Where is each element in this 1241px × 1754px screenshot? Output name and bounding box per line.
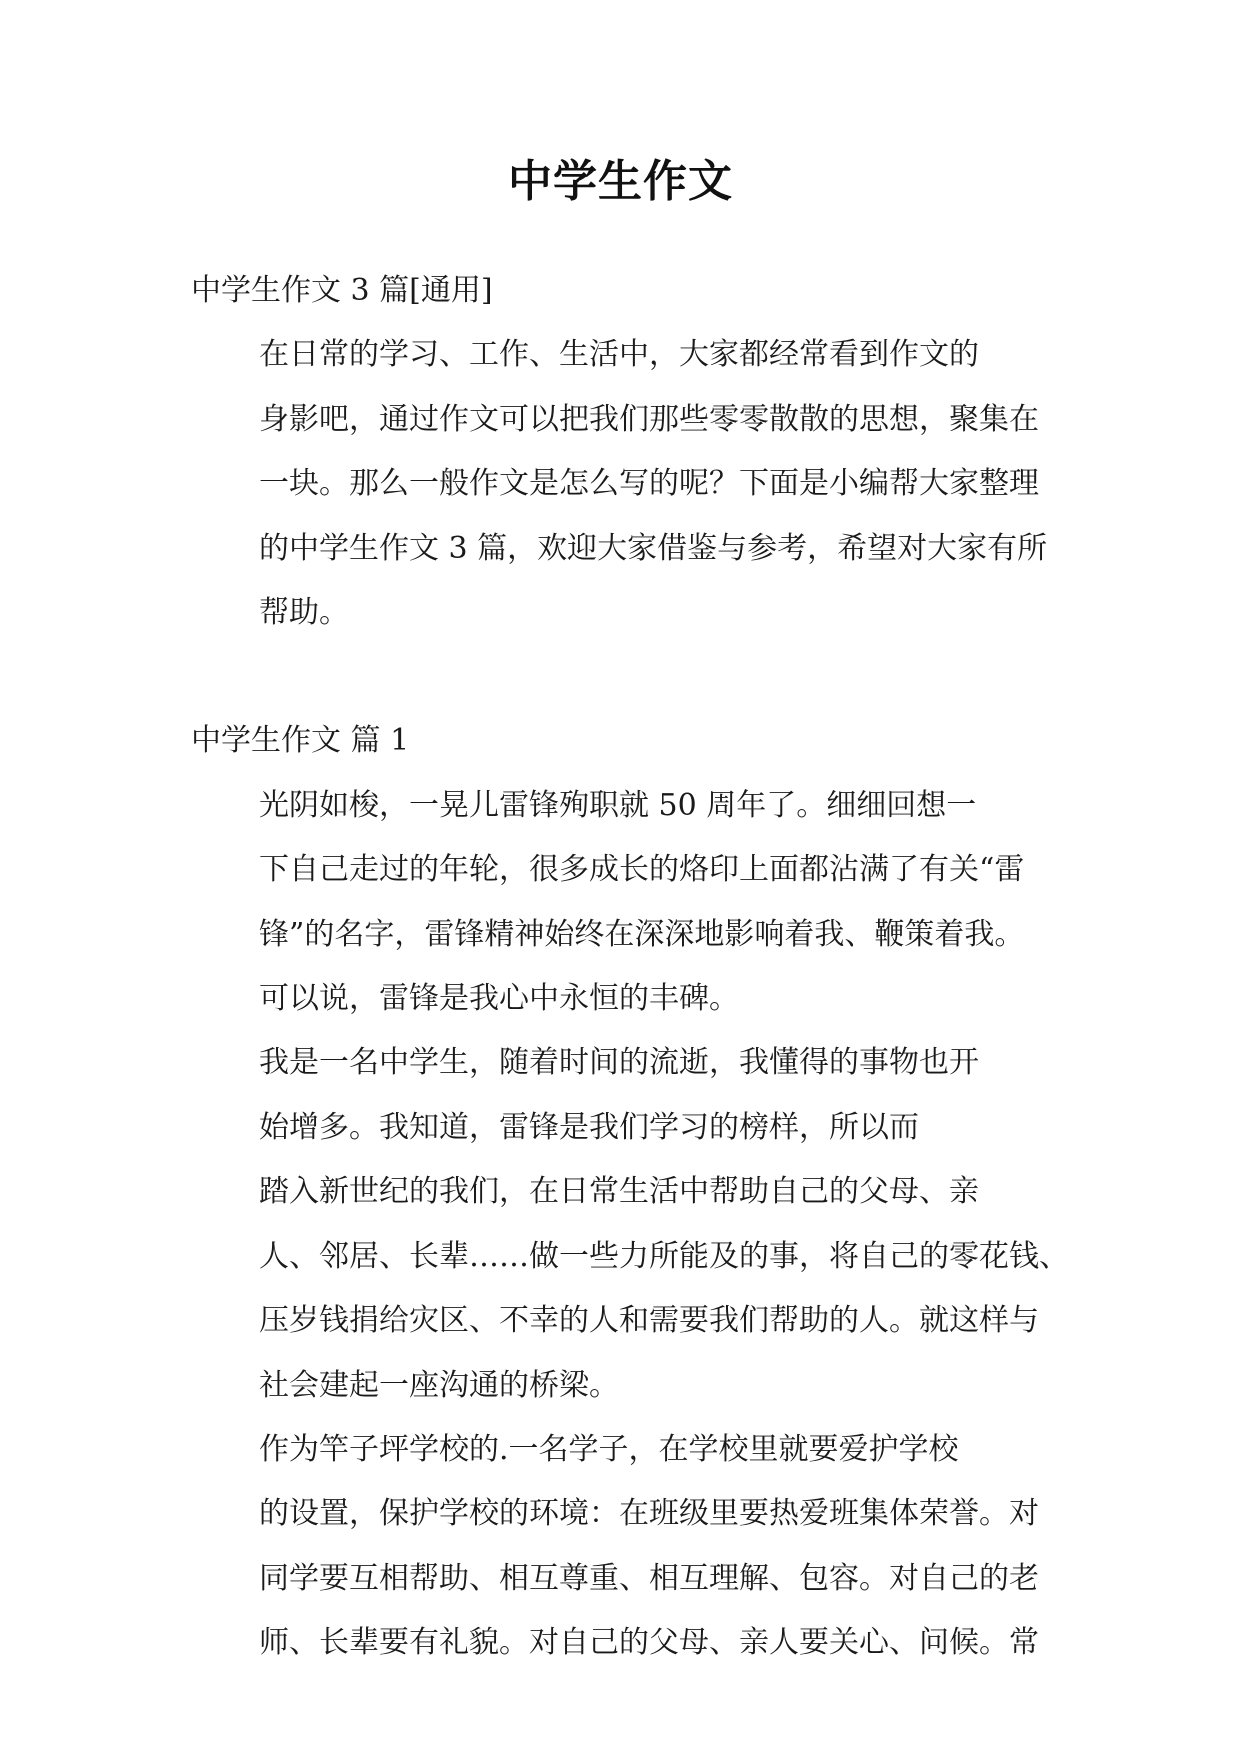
text-line: 踏入新世纪的我们，在日常生活中帮助自己的父母、亲 [259, 1174, 979, 1210]
text-line: 我是一名中学生，随着时间的流逝，我懂得的事物也开 [259, 1045, 979, 1081]
text-line: 同学要互相帮助、相互尊重、相互理解、包容。对自己的老 [259, 1560, 1039, 1596]
document-title: 中学生作文 [508, 156, 733, 207]
text-line: 作为竿子坪学校的.一名学子，在学校里就要爱护学校 [259, 1431, 959, 1467]
text-line: 在日常的学习、工作、生活中，大家都经常看到作文的 [259, 337, 979, 373]
text-line: 人、邻居、长辈……做一些力所能及的事，将自己的零花钱、 [259, 1238, 1069, 1274]
section-heading: 中学生作文 篇 1 [191, 723, 410, 759]
text-line: 光阴如梭，一晃儿雷锋殉职就 50 周年了。细细回想一 [259, 787, 977, 823]
body-paragraph-1 [191, 774, 1061, 1032]
text-line: 社会建起一座沟通的桥梁。 [259, 1367, 619, 1403]
text-line: 始增多。我知道，雷锋是我们学习的榜样，所以而 [259, 1109, 919, 1145]
text-line: 一块。那么一般作文是怎么写的呢？下面是小编帮大家整理 [259, 466, 1039, 502]
text-line: 的中学生作文 3 篇，欢迎大家借鉴与参考，希望对大家有所 [259, 530, 1048, 566]
intro-heading: 中学生作文 3 篇[通用] [191, 273, 493, 308]
paragraph-gap [191, 645, 1061, 709]
text-line: 帮助。 [259, 595, 349, 631]
body-paragraph-2 [191, 1031, 1061, 1160]
body-paragraph-3 [191, 1160, 1069, 1418]
text-line: 师、长辈要有礼貌。对自己的父母、亲人要关心、问候。常 [259, 1625, 1039, 1661]
body-paragraph-4 [191, 1418, 1061, 1676]
document-body [191, 259, 1069, 1676]
text-line: 下自己走过的年轮，很多成长的烙印上面都沾满了有关“雷 [259, 852, 1025, 888]
intro-paragraph [191, 323, 1061, 645]
text-line: 压岁钱捐给灾区、不幸的人和需要我们帮助的人。就这样与 [259, 1303, 1039, 1339]
text-line: 锋”的名字，雷锋精神始终在深深地影响着我、鞭策着我。 [259, 916, 1025, 952]
text-line: 的设置，保护学校的环境：在班级里要热爱班集体荣誉。对 [259, 1496, 1039, 1532]
text-line: 身影吧，通过作文可以把我们那些零零散散的思想，聚集在 [259, 401, 1039, 437]
text-line: 可以说，雷锋是我心中永恒的丰碑。 [259, 981, 739, 1017]
